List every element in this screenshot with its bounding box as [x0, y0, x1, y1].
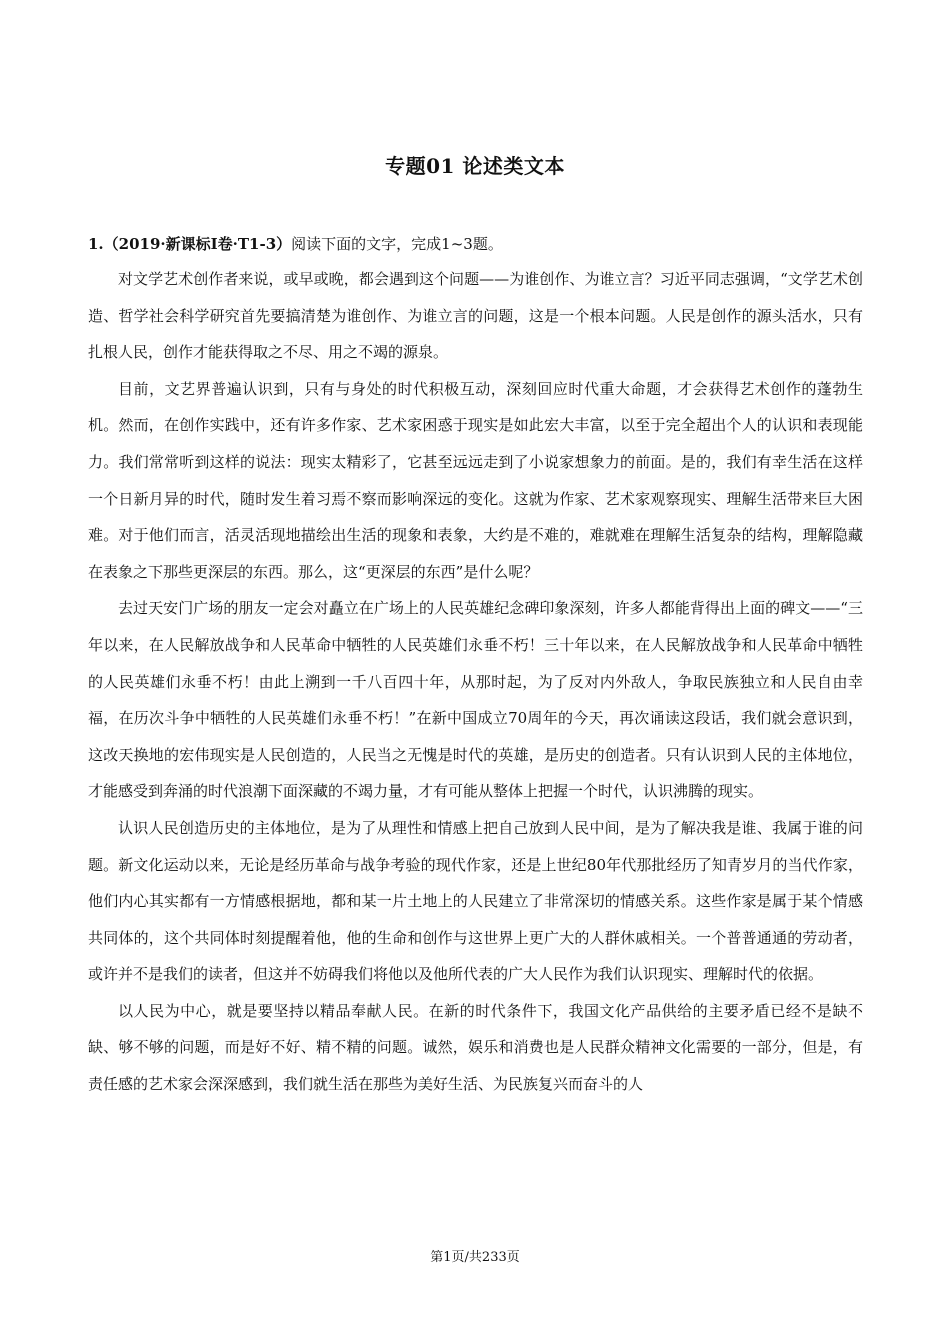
paragraph: 目前，文艺界普遍认识到，只有与身处的时代积极互动，深刻回应时代重大命题，才会获得艺术创作的蓬勃生机。然而，在创作实践中，还有许多作家、艺术家困惑于现实是如此宏大丰富，以至于完全超出个人的认识和表现能力。我们常常听到这样的说法：现实太精彩了，它甚至远远走到了小说家想象力的前面。是的，我们有幸生活在这样一个日新月异的时代，随时发生着习焉不察而影响深远的变化。这就为作家、艺术家观察现实、理解生活带来巨大困难。对于他们而言，活灵活现地描绘出生活的现象和表象，大约是不难的，难就难在理解生活复杂的结构，理解隐藏在表象之下那些更深层的东西。那么，这“更深层的东西”是什么呢？ [88, 379, 863, 581]
paragraph: 以人民为中心，就是要坚持以精品奉献人民。在新的时代条件下，我国文化产品供给的主要矛盾已经不是缺不缺、够不够的问题，而是好不好、精不精的问题。诚然，娱乐和消费也是人民群众精神文化需要的一部分，但是，有责任感的艺术家会深深感到，我们就生活在那些为美好生活、为民族复兴而奋斗的人 [88, 1001, 863, 1094]
article-body [88, 261, 863, 1103]
paragraph: 对文学艺术创作者来说，或早或晚，都会遇到这个问题——为谁创作、为谁立言？习近平同志强调，“文学艺术创造、哲学社会科学研究首先要搞清楚为谁创作、为谁立言的问题，这是一个根本问题。人民是创作的源头活水，只有扎根人民，创作才能获得取之不尽、用之不竭的源泉。 [88, 270, 863, 362]
page-title: 专题01 论述类文本 [385, 154, 565, 178]
paragraph: 去过天安门广场的朋友一定会对矗立在广场上的人民英雄纪念碑印象深刻，许多人都能背得出上面的碑文——“三年以来，在人民解放战争和人民革命中牺牲的人民英雄们永垂不朽！三十年以来，在人民解放战争和人民革命中牺牲的人民英雄们永垂不朽！由此上溯到一千八百四十年，从那时起，为了反对内外敌人，争取民族独立和人民自由幸福，在历次斗争中牺牲的人民英雄们永垂不朽！”在新中国成立70周年的今天，再次诵读这段话，我们就会意识到，这改天换地的宏伟现实是人民创造的，人民当之无愧是时代的英雄，是历史的创造者。只有认识到人民的主体地位，才能感受到奔涌的时代浪潮下面深藏的不竭力量，才有可能从整体上把握一个时代，认识沸腾的现实。 [88, 599, 863, 801]
question-header [88, 233, 868, 255]
question-source: （2019·新课标Ⅰ卷·T1-3） [103, 235, 292, 253]
page-footer: 第1页/共233页 [430, 1250, 520, 1265]
paragraph: 认识人民创造历史的主体地位，是为了从理性和情感上把自己放到人民中间，是为了解决我是谁、我属于谁的问题。新文化运动以来，无论是经历革命与战争考验的现代作家，还是上世纪80年代那批经历了知青岁月的当代作家，他们内心其实都有一方情感根据地，都和某一片土地上的人民建立了非常深切的情感关系。这些作家是属于某个情感共同体的，这个共同体时刻提醒着他，他的生命和创作与这世界上更广大的人群休戚相关。一个普普通通的劳动者，或许并不是我们的读者，但这并不妨碍我们将他以及他所代表的广大人民作为我们认识现实、理解时代的依据。 [88, 818, 863, 984]
question-number: 1. [88, 235, 104, 253]
question-instruction: 阅读下面的文字，完成1~3题。 [291, 235, 503, 253]
